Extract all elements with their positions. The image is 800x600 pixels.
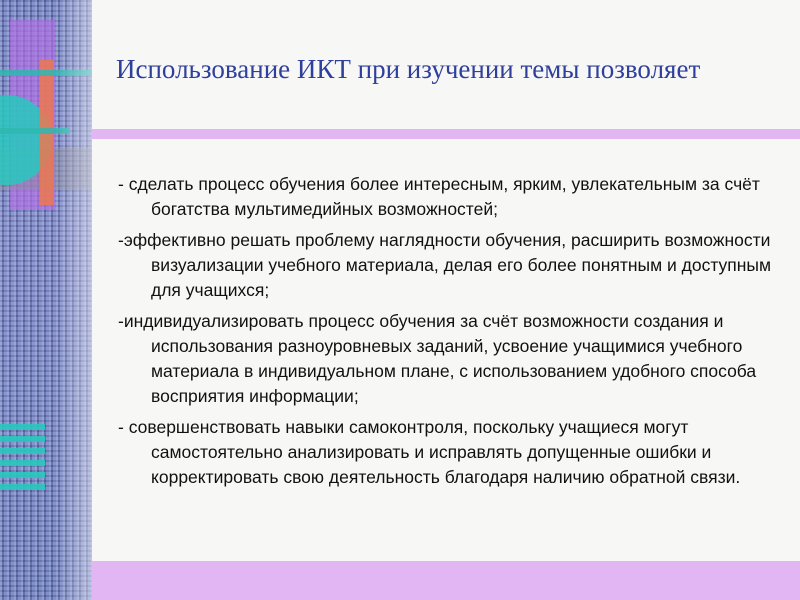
bullet-item: -индивидуализировать процесс обучения за счёт возможности создания и использования разноуровневых заданий, усвоение учащимися учебного материала в индивидуальном плане, с использованием удобного способа восприятия информации; [118,311,757,406]
decor-fade [0,0,92,600]
bullet-item: -эффективно решать проблему наглядности обучения, расширить возможности визуализации учебного материала, делая его более понятным и доступным для учащихся; [118,230,772,300]
slide-body [118,172,790,496]
title-divider [92,129,800,139]
slide-title: Использование ИКТ при изучении темы позволяет [116,54,701,84]
footer-band [92,561,800,600]
bullet-item: - совершенствовать навыки самоконтроля, поскольку учащиеся могут самостоятельно анализировать и исправлять допущенные ошибки и корректировать свою деятельность благодаря наличию обратной связи. [118,417,741,487]
bullet-item: - сделать процесс обучения более интересным, ярким, увлекательным за счёт богатства мультимедийных возможностей; [118,174,760,219]
decorative-side-strip [0,0,92,600]
